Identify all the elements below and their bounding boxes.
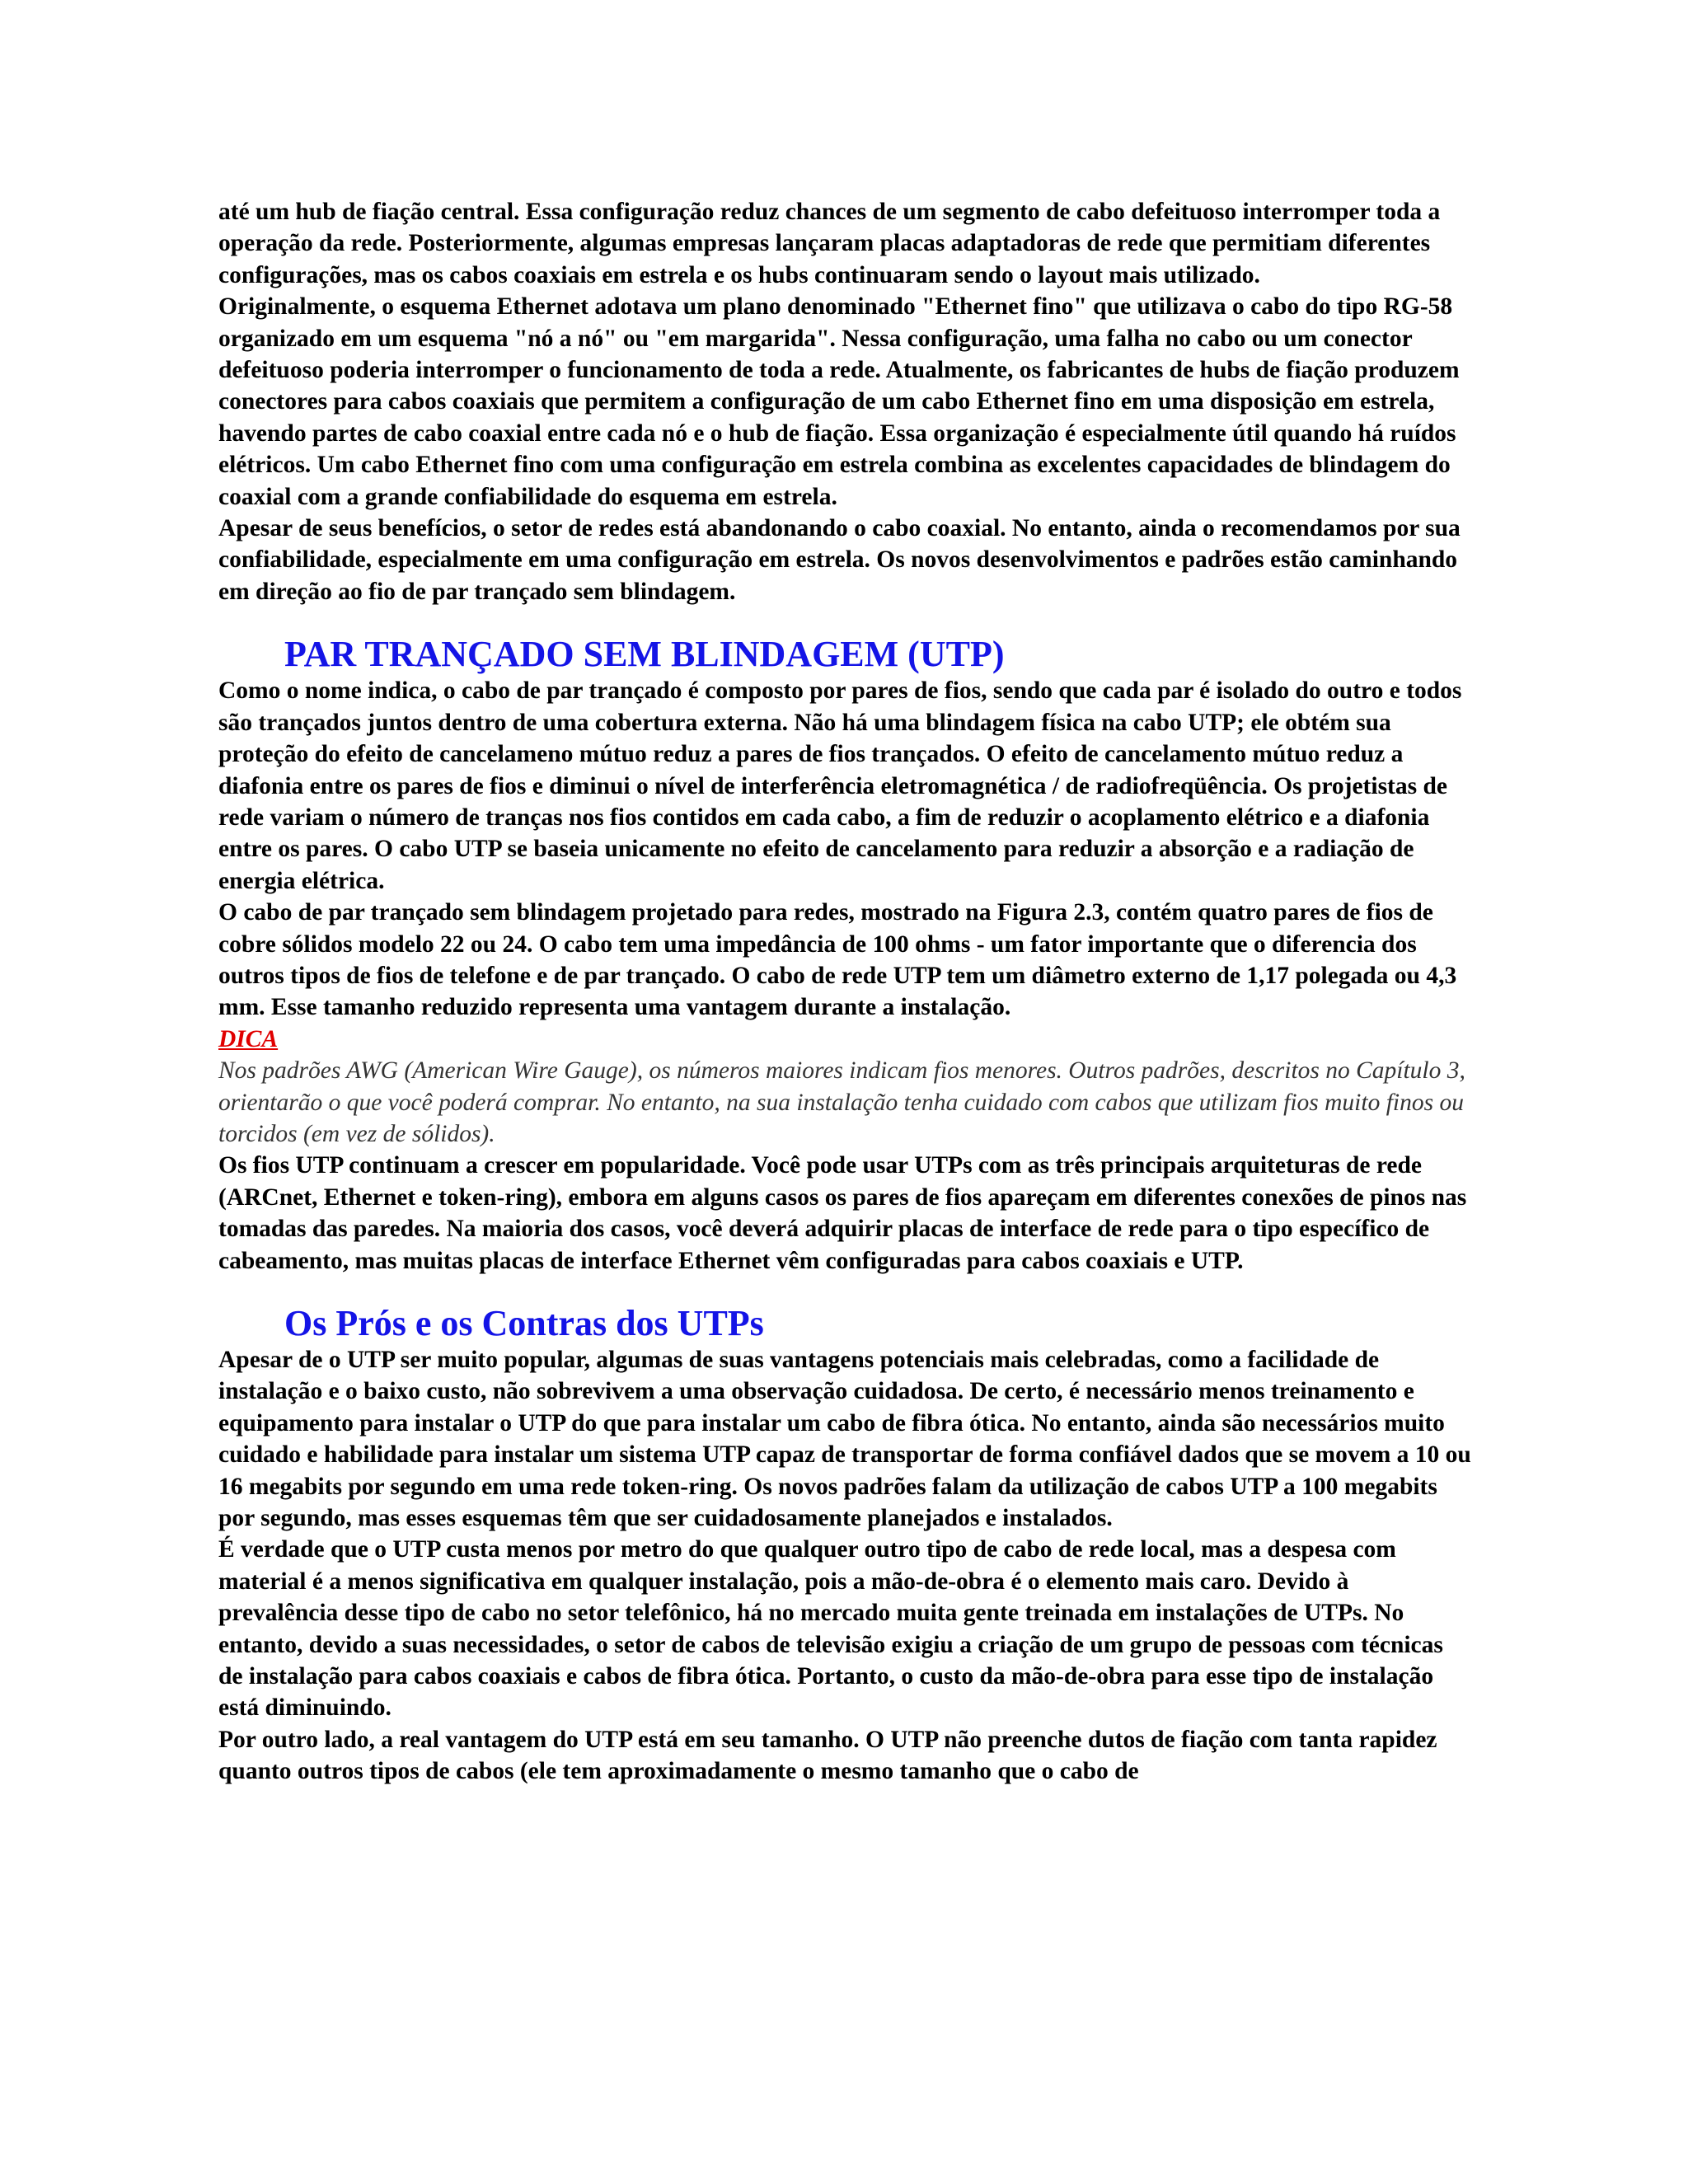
tip-label <box>218 1024 1471 1055</box>
paragraph-utp-size: Por outro lado, a real vantagem do UTP está em seu tamanho. O UTP não preenche dutos de fiação com tanta rapidez quanto outros tipos de cabos (ele tem aproximadamente o mesmo tamanho que o cabo de <box>218 1726 1437 1785</box>
paragraph-hub-config: até um hub de fiação central. Essa configuração reduz chances de um segmento de cabo defeituoso interromper toda a operação da rede. Posteriormente, algumas empresas lançaram placas adaptadoras de rede que permitiam diferentes configurações, mas os cabos coaxiais em estrela e os hubs continuaram sendo o layout mais utilizado. <box>218 199 1441 288</box>
tip-label-text: DICA <box>218 1025 279 1052</box>
paragraph-utp-cost: É verdade que o UTP custa menos por metro do que qualquer outro tipo de cabo de rede local, mas a despesa com material é a menos significativa em qualquer instalação, pois a mão-de-obra é o elemento mais caro. Devido à prevalência desse tipo de cabo no setor telefônico, há no mercado muita gente treinada em instalações de UTPs. No entanto, devido a suas necessidades, o setor de cabos de televisão exigiu a criação de um grupo de pessoas com técnicas de instalação para cabos coaxiais e cabos de fibra ótica. Portanto, o custo da mão-de-obra para esse tipo de instalação está diminuindo. <box>218 1536 1443 1722</box>
paragraph-utp-popularity: Os fios UTP continuam a crescer em popularidade. Você pode usar UTPs com as três principais arquiteturas de rede (ARCnet, Ethernet e token-ring), embora em alguns casos os pares de fios apareçam em diferentes conexões de pinos nas tomadas das paredes. Na maioria dos casos, você deverá adquirir placas de interface de rede para o tipo específico de cabeamento, mas muitas placas de interface Ethernet vêm configuradas para cabos coaxiais e UTP. <box>218 1152 1467 1274</box>
paragraph-utp-intro: Como o nome indica, o cabo de par trançado é composto por pares de fios, sendo que cada par é isolado do outro e todos são trançados juntos dentro de uma cobertura externa. Não há uma blindagem física na cabo UTP; ele obtém sua proteção do efeito de cancelameno mútuo reduz a pares de fios trançados. O efeito de cancelamento mútuo reduz a diafonia entre os pares de fios e diminui o nível de interferência eletromagnética / de radiofreqüência. Os projetistas de rede variam o número de tranças nos fios contidos em cada cabo, a fim de reduzir o acoplamento elétrico e a diafonia entre os pares. O cabo UTP se baseia unicamente no efeito de cancelamento para reduzir a absorção e a radiação de energia elétrica. <box>218 677 1462 894</box>
heading-pros-cons: Os Prós e os Contras dos UTPs <box>284 1303 764 1343</box>
paragraph-coaxial-abandon: Apesar de seus benefícios, o setor de redes está abandonando o cabo coaxial. No entanto, ainda o recomendamos por sua confiabilidade, especialmente em uma configuração em estrela. Os novos desenvolvimentos e padrões estão caminhando em direção ao fio de par trançado sem blindagem. <box>218 515 1461 605</box>
heading-utp: PAR TRANÇADO SEM BLINDAGEM (UTP) <box>284 634 1005 675</box>
paragraph-ethernet-fino: Originalmente, o esquema Ethernet adotava um plano denominado "Ethernet fino" que utilizava o cabo do tipo RG-58 organizado em um esquema "nó a nó" ou "em margarida". Nessa configuração, uma falha no cabo ou um conector defeituoso poderia interromper o funcionamento de toda a rede. Atualmente, os fabricantes de hubs de fiação produzem conectores para cabos coaxiais que permitem a configuração de um cabo Ethernet fino em uma disposição em estrela, havendo partes de cabo coaxial entre cada nó e o hub de fiação. Essa organização é especialmente útil quando há ruídos elétricos. Um cabo Ethernet fino com uma configuração em estrela combina as excelentes capacidades de blindagem do coaxial com a grande confiabilidade do esquema em estrela. <box>218 293 1460 510</box>
document-page <box>218 196 1471 1788</box>
tip-text: Nos padrões AWG (American Wire Gauge), os números maiores indicam fios menores. Outros padrões, descritos no Capítulo 3, orientarão o que você poderá comprar. No entanto, na sua instalação tenha cuidado com cabos que utilizam fios muito finos ou torcidos (em vez de sólidos). <box>218 1057 1465 1147</box>
paragraph-utp-cable: O cabo de par trançado sem blindagem projetado para redes, mostrado na Figura 2.3, contém quatro pares de fios de cobre sólidos modelo 22 ou 24. O cabo tem uma impedância de 100 ohms - um fator importante que o diferencia dos outros tipos de fios de telefone e de par trançado. O cabo de rede UTP tem um diâmetro externo de 1,17 polegada ou 4,3 mm. Esse tamanho reduzido representa uma vantagem durante a instalação. <box>218 899 1457 1021</box>
paragraph-pros-cons-intro: Apesar de o UTP ser muito popular, algumas de suas vantagens potenciais mais celebradas, como a facilidade de instalação e o baixo custo, não sobrevivem a uma observação cuidadosa. De certo, é necessário menos treinamento e equipamento para instalar o UTP do que para instalar um cabo de fibra ótica. No entanto, ainda são necessários muito cuidado e habilidade para instalar um sistema UTP capaz de transportar de forma confiável dados que se movem a 10 ou 16 megabits por segundo em uma rede token-ring. Os novos padrões falam da utilização de cabos UTP a 100 megabits por segundo, mas esses esquemas têm que ser cuidadosamente planejados e instalados. <box>218 1347 1471 1532</box>
